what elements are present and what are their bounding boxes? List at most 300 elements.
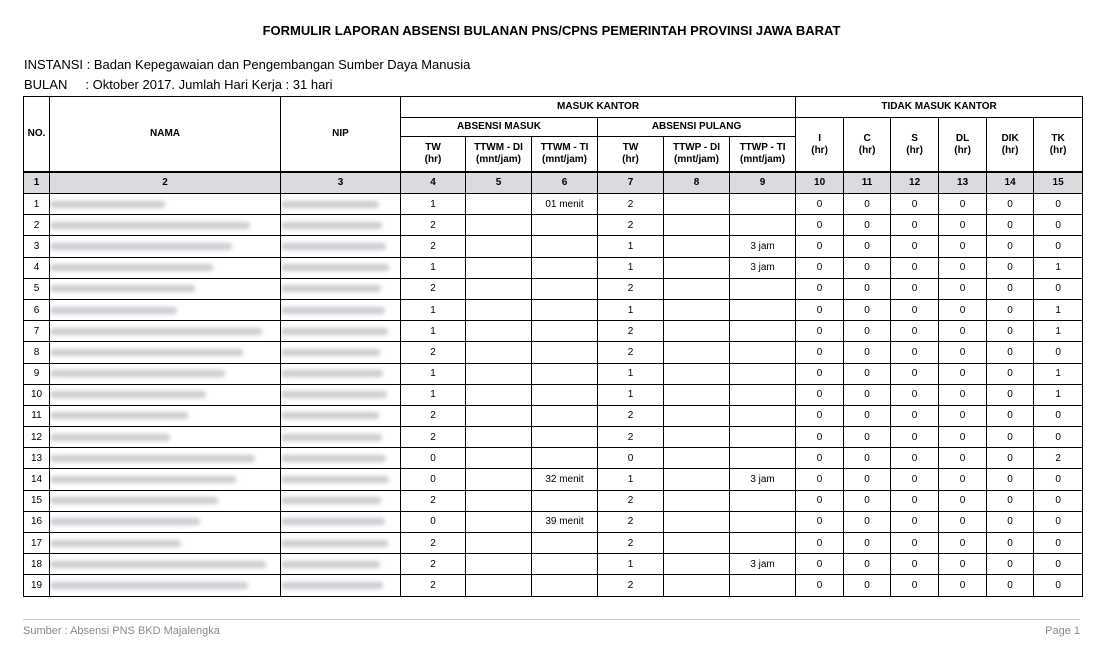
redaction-blur <box>50 307 177 314</box>
data-cell: 0 <box>891 533 939 554</box>
redaction-blur <box>281 307 385 314</box>
table-row <box>24 490 1083 511</box>
data-cell <box>466 405 532 426</box>
data-cell: 39 menit <box>532 511 598 532</box>
data-cell: 0 <box>939 342 987 363</box>
row-number-cell: 19 <box>24 575 50 596</box>
data-cell: 1 <box>598 384 664 405</box>
data-cell: 0 <box>844 363 891 384</box>
data-cell: 1 <box>401 384 466 405</box>
data-cell: 0 <box>939 490 987 511</box>
header-ttwp-ti: TTWP - TI (mnt/jam) <box>730 137 796 173</box>
data-cell: 0 <box>844 257 891 278</box>
redaction-blur <box>50 476 236 483</box>
redaction-blur <box>281 455 386 462</box>
column-index-cell: 15 <box>1034 172 1083 194</box>
data-cell: 0 <box>939 554 987 575</box>
data-cell: 0 <box>987 469 1034 490</box>
data-cell <box>730 215 796 236</box>
table-row <box>24 257 1083 278</box>
data-cell: 0 <box>987 363 1034 384</box>
data-cell: 0 <box>1034 533 1083 554</box>
redaction-blur <box>50 497 218 504</box>
row-number-cell: 1 <box>24 194 50 215</box>
data-cell: 0 <box>401 469 466 490</box>
data-cell: 0 <box>796 575 844 596</box>
header-absensi-masuk: ABSENSI MASUK <box>401 118 598 137</box>
header-masuk-kantor: MASUK KANTOR <box>401 97 796 118</box>
data-cell: 0 <box>987 278 1034 299</box>
redacted-name-cell <box>50 469 281 490</box>
data-cell: 0 <box>891 215 939 236</box>
data-cell: 0 <box>796 299 844 320</box>
header-c: C (hr) <box>844 118 891 173</box>
header-dl: DL (hr) <box>939 118 987 173</box>
data-cell <box>730 448 796 469</box>
column-index-cell: 2 <box>50 172 281 194</box>
data-cell <box>532 236 598 257</box>
redacted-name-cell <box>50 405 281 426</box>
data-cell <box>466 236 532 257</box>
redacted-nip-cell <box>281 384 401 405</box>
column-index-cell: 4 <box>401 172 466 194</box>
data-cell: 2 <box>598 215 664 236</box>
data-cell: 0 <box>796 215 844 236</box>
data-cell: 0 <box>796 321 844 342</box>
data-cell: 1 <box>598 363 664 384</box>
redaction-blur <box>281 412 379 419</box>
redacted-name-cell <box>50 215 281 236</box>
row-number-cell: 2 <box>24 215 50 236</box>
redacted-name-cell <box>50 278 281 299</box>
table-row <box>24 533 1083 554</box>
table-row <box>24 215 1083 236</box>
data-cell: 1 <box>598 469 664 490</box>
table-body <box>24 194 1083 597</box>
table-row <box>24 427 1083 448</box>
data-cell: 0 <box>987 448 1034 469</box>
redaction-blur <box>50 222 250 229</box>
redacted-name-cell <box>50 194 281 215</box>
data-cell <box>532 448 598 469</box>
data-cell: 1 <box>598 257 664 278</box>
data-cell <box>664 236 730 257</box>
footer-page-number: Page 1 <box>1045 625 1080 637</box>
table-row <box>24 194 1083 215</box>
data-cell <box>730 194 796 215</box>
data-cell: 0 <box>987 257 1034 278</box>
data-cell <box>664 405 730 426</box>
page-footer <box>23 619 1080 637</box>
data-cell: 0 <box>891 257 939 278</box>
data-cell: 0 <box>1034 575 1083 596</box>
data-cell: 2 <box>401 533 466 554</box>
row-number-cell: 17 <box>24 533 50 554</box>
data-cell: 0 <box>987 490 1034 511</box>
data-cell: 1 <box>401 321 466 342</box>
column-index-cell: 8 <box>664 172 730 194</box>
data-cell: 0 <box>891 448 939 469</box>
header-tw-masuk: TW (hr) <box>401 137 466 173</box>
column-index-cell: 3 <box>281 172 401 194</box>
table-row <box>24 469 1083 490</box>
data-cell <box>664 215 730 236</box>
redaction-blur <box>50 540 181 547</box>
redaction-blur <box>50 582 248 589</box>
data-cell: 0 <box>844 299 891 320</box>
redacted-name-cell <box>50 321 281 342</box>
data-cell: 0 <box>844 511 891 532</box>
data-cell: 0 <box>891 511 939 532</box>
report-title: FORMULIR LAPORAN ABSENSI BULANAN PNS/CPNS PEMERINTAH PROVINSI JAWA BARAT <box>262 23 841 38</box>
data-cell: 0 <box>987 533 1034 554</box>
data-cell: 0 <box>891 384 939 405</box>
data-cell: 0 <box>844 427 891 448</box>
data-cell <box>532 257 598 278</box>
redacted-nip-cell <box>281 533 401 554</box>
redacted-name-cell <box>50 490 281 511</box>
data-cell: 1 <box>598 236 664 257</box>
data-cell <box>466 469 532 490</box>
data-cell <box>532 363 598 384</box>
data-cell: 2 <box>598 490 664 511</box>
data-cell <box>532 533 598 554</box>
table-row <box>24 321 1083 342</box>
row-number-cell: 15 <box>24 490 50 511</box>
data-cell: 0 <box>796 384 844 405</box>
data-cell: 0 <box>796 469 844 490</box>
data-cell: 0 <box>844 194 891 215</box>
redacted-nip-cell <box>281 575 401 596</box>
data-cell: 0 <box>891 342 939 363</box>
data-cell: 0 <box>939 405 987 426</box>
data-cell: 0 <box>796 194 844 215</box>
data-cell <box>664 533 730 554</box>
data-cell: 0 <box>987 342 1034 363</box>
data-cell <box>532 575 598 596</box>
redacted-name-cell <box>50 448 281 469</box>
data-cell <box>730 511 796 532</box>
data-cell <box>532 405 598 426</box>
row-number-cell: 11 <box>24 405 50 426</box>
data-cell: 0 <box>844 215 891 236</box>
data-cell: 1 <box>401 363 466 384</box>
column-index-cell: 13 <box>939 172 987 194</box>
redacted-nip-cell <box>281 342 401 363</box>
data-cell: 0 <box>844 490 891 511</box>
redaction-blur <box>281 285 381 292</box>
data-cell: 0 <box>1034 490 1083 511</box>
data-cell: 2 <box>401 554 466 575</box>
data-cell <box>664 194 730 215</box>
data-cell: 3 jam <box>730 554 796 575</box>
redaction-blur <box>281 561 380 568</box>
data-cell: 0 <box>939 427 987 448</box>
data-cell <box>664 448 730 469</box>
redacted-nip-cell <box>281 299 401 320</box>
data-cell <box>532 554 598 575</box>
data-cell: 3 jam <box>730 257 796 278</box>
redaction-blur <box>281 264 389 271</box>
instansi-line: INSTANSI : Badan Kepegawaian dan Pengembangan Sumber Daya Manusia <box>24 57 471 72</box>
data-cell: 0 <box>939 384 987 405</box>
redacted-nip-cell <box>281 194 401 215</box>
column-index-cell: 14 <box>987 172 1034 194</box>
data-cell: 0 <box>891 194 939 215</box>
header-ttwm-di: TTWM - DI (mnt/jam) <box>466 137 532 173</box>
data-cell: 2 <box>401 215 466 236</box>
table-header <box>24 97 1083 194</box>
data-cell <box>466 427 532 448</box>
data-cell <box>466 533 532 554</box>
redacted-name-cell <box>50 257 281 278</box>
data-cell <box>466 575 532 596</box>
data-cell: 0 <box>891 554 939 575</box>
header-tk: TK (hr) <box>1034 118 1083 173</box>
redacted-nip-cell <box>281 278 401 299</box>
table-row <box>24 363 1083 384</box>
data-cell: 0 <box>1034 215 1083 236</box>
redacted-nip-cell <box>281 321 401 342</box>
data-cell <box>466 257 532 278</box>
data-cell: 0 <box>987 321 1034 342</box>
data-cell: 0 <box>891 299 939 320</box>
data-cell: 0 <box>939 448 987 469</box>
redacted-nip-cell <box>281 427 401 448</box>
header-i: I (hr) <box>796 118 844 173</box>
data-cell: 0 <box>939 236 987 257</box>
data-cell <box>466 554 532 575</box>
data-cell: 0 <box>796 427 844 448</box>
data-cell: 0 <box>1034 554 1083 575</box>
redacted-name-cell <box>50 575 281 596</box>
redaction-blur <box>281 349 380 356</box>
row-number-cell: 10 <box>24 384 50 405</box>
data-cell: 0 <box>401 511 466 532</box>
data-cell: 1 <box>1034 363 1083 384</box>
data-cell <box>730 533 796 554</box>
redaction-blur <box>50 264 213 271</box>
data-cell: 0 <box>844 469 891 490</box>
data-cell: 0 <box>987 575 1034 596</box>
data-cell: 0 <box>1034 405 1083 426</box>
data-cell: 2 <box>598 427 664 448</box>
column-index-cell: 11 <box>844 172 891 194</box>
row-number-cell: 13 <box>24 448 50 469</box>
data-cell <box>466 321 532 342</box>
data-cell <box>532 427 598 448</box>
data-cell: 0 <box>796 236 844 257</box>
row-number-cell: 16 <box>24 511 50 532</box>
redaction-blur <box>281 476 389 483</box>
data-cell: 0 <box>844 384 891 405</box>
column-index-cell: 10 <box>796 172 844 194</box>
data-cell: 0 <box>1034 194 1083 215</box>
data-cell <box>664 427 730 448</box>
column-index-cell: 12 <box>891 172 939 194</box>
data-cell <box>532 384 598 405</box>
data-cell <box>730 321 796 342</box>
data-cell: 01 menit <box>532 194 598 215</box>
attendance-table <box>23 96 1083 597</box>
data-cell: 0 <box>987 236 1034 257</box>
row-number-cell: 14 <box>24 469 50 490</box>
redacted-nip-cell <box>281 236 401 257</box>
data-cell <box>730 342 796 363</box>
data-cell: 0 <box>939 363 987 384</box>
data-cell: 0 <box>891 321 939 342</box>
data-cell: 2 <box>598 194 664 215</box>
row-number-cell: 4 <box>24 257 50 278</box>
data-cell <box>730 363 796 384</box>
data-cell: 0 <box>987 511 1034 532</box>
redacted-name-cell <box>50 236 281 257</box>
data-cell <box>532 215 598 236</box>
header-no: NO. <box>24 97 50 173</box>
header-s: S (hr) <box>891 118 939 173</box>
data-cell: 2 <box>598 278 664 299</box>
redacted-name-cell <box>50 342 281 363</box>
data-cell: 0 <box>987 554 1034 575</box>
data-cell: 0 <box>939 511 987 532</box>
data-cell <box>466 448 532 469</box>
data-cell: 1 <box>401 194 466 215</box>
table-row <box>24 299 1083 320</box>
data-cell <box>730 384 796 405</box>
data-cell: 0 <box>796 511 844 532</box>
redaction-blur <box>50 391 206 398</box>
redaction-blur <box>281 243 386 250</box>
redaction-blur <box>50 201 165 208</box>
row-number-cell: 12 <box>24 427 50 448</box>
redacted-nip-cell <box>281 554 401 575</box>
data-cell: 0 <box>844 278 891 299</box>
data-cell: 0 <box>844 448 891 469</box>
column-index-row <box>24 172 1083 194</box>
data-cell: 2 <box>598 321 664 342</box>
data-cell: 2 <box>598 342 664 363</box>
data-cell: 2 <box>401 342 466 363</box>
table-row <box>24 342 1083 363</box>
data-cell: 0 <box>939 215 987 236</box>
data-cell: 0 <box>987 384 1034 405</box>
redacted-name-cell <box>50 533 281 554</box>
redacted-name-cell <box>50 384 281 405</box>
data-cell: 0 <box>844 405 891 426</box>
data-cell <box>466 215 532 236</box>
data-cell: 0 <box>1034 427 1083 448</box>
header-nip: NIP <box>281 97 401 173</box>
data-cell: 0 <box>796 257 844 278</box>
redaction-blur <box>50 518 200 525</box>
table-row <box>24 554 1083 575</box>
data-cell: 0 <box>987 427 1034 448</box>
data-cell <box>730 278 796 299</box>
data-cell: 0 <box>844 342 891 363</box>
data-cell: 0 <box>796 554 844 575</box>
data-cell: 0 <box>796 363 844 384</box>
row-number-cell: 8 <box>24 342 50 363</box>
redaction-blur <box>281 391 387 398</box>
redaction-blur <box>281 540 388 547</box>
redacted-name-cell <box>50 554 281 575</box>
data-cell: 1 <box>1034 299 1083 320</box>
data-cell <box>664 321 730 342</box>
data-cell: 3 jam <box>730 469 796 490</box>
header-ttwm-ti: TTWM - TI (mnt/jam) <box>532 137 598 173</box>
redaction-blur <box>50 243 232 250</box>
redacted-name-cell <box>50 427 281 448</box>
redaction-blur <box>50 455 255 462</box>
redacted-name-cell <box>50 363 281 384</box>
data-cell: 1 <box>1034 321 1083 342</box>
column-index-cell: 7 <box>598 172 664 194</box>
table-row <box>24 278 1083 299</box>
redaction-blur <box>50 370 225 377</box>
redacted-nip-cell <box>281 511 401 532</box>
row-number-cell: 3 <box>24 236 50 257</box>
row-number-cell: 18 <box>24 554 50 575</box>
data-cell: 0 <box>844 533 891 554</box>
data-cell <box>730 490 796 511</box>
table-row <box>24 448 1083 469</box>
data-cell: 0 <box>1034 236 1083 257</box>
data-cell <box>664 554 730 575</box>
data-cell: 2 <box>401 278 466 299</box>
data-cell <box>532 299 598 320</box>
data-cell: 0 <box>598 448 664 469</box>
redaction-blur <box>281 582 383 589</box>
redaction-blur <box>50 285 195 292</box>
redacted-name-cell <box>50 511 281 532</box>
redaction-blur <box>50 349 243 356</box>
data-cell: 2 <box>401 427 466 448</box>
header-nama: NAMA <box>50 97 281 173</box>
redaction-blur <box>281 328 388 335</box>
data-cell: 3 jam <box>730 236 796 257</box>
data-cell <box>664 490 730 511</box>
data-cell: 0 <box>987 299 1034 320</box>
data-cell <box>664 469 730 490</box>
redaction-blur <box>281 434 382 441</box>
row-number-cell: 9 <box>24 363 50 384</box>
row-number-cell: 7 <box>24 321 50 342</box>
data-cell: 0 <box>796 490 844 511</box>
redaction-blur <box>281 222 382 229</box>
data-cell <box>664 363 730 384</box>
table-row <box>24 511 1083 532</box>
data-cell: 0 <box>891 575 939 596</box>
data-cell: 0 <box>844 575 891 596</box>
data-cell <box>664 257 730 278</box>
data-cell: 2 <box>598 575 664 596</box>
data-cell: 0 <box>939 533 987 554</box>
column-index-cell: 6 <box>532 172 598 194</box>
data-cell: 0 <box>939 299 987 320</box>
data-cell: 0 <box>891 278 939 299</box>
data-cell: 0 <box>1034 469 1083 490</box>
data-cell: 1 <box>1034 384 1083 405</box>
data-cell: 0 <box>987 215 1034 236</box>
data-cell: 0 <box>987 194 1034 215</box>
redaction-blur <box>50 561 266 568</box>
data-cell <box>730 575 796 596</box>
data-cell: 1 <box>598 299 664 320</box>
header-ttwp-di: TTWP - DI (mnt/jam) <box>664 137 730 173</box>
data-cell <box>532 342 598 363</box>
bulan-line: BULAN : Oktober 2017. Jumlah Hari Kerja : 31 hari <box>24 77 333 92</box>
data-cell: 2 <box>1034 448 1083 469</box>
